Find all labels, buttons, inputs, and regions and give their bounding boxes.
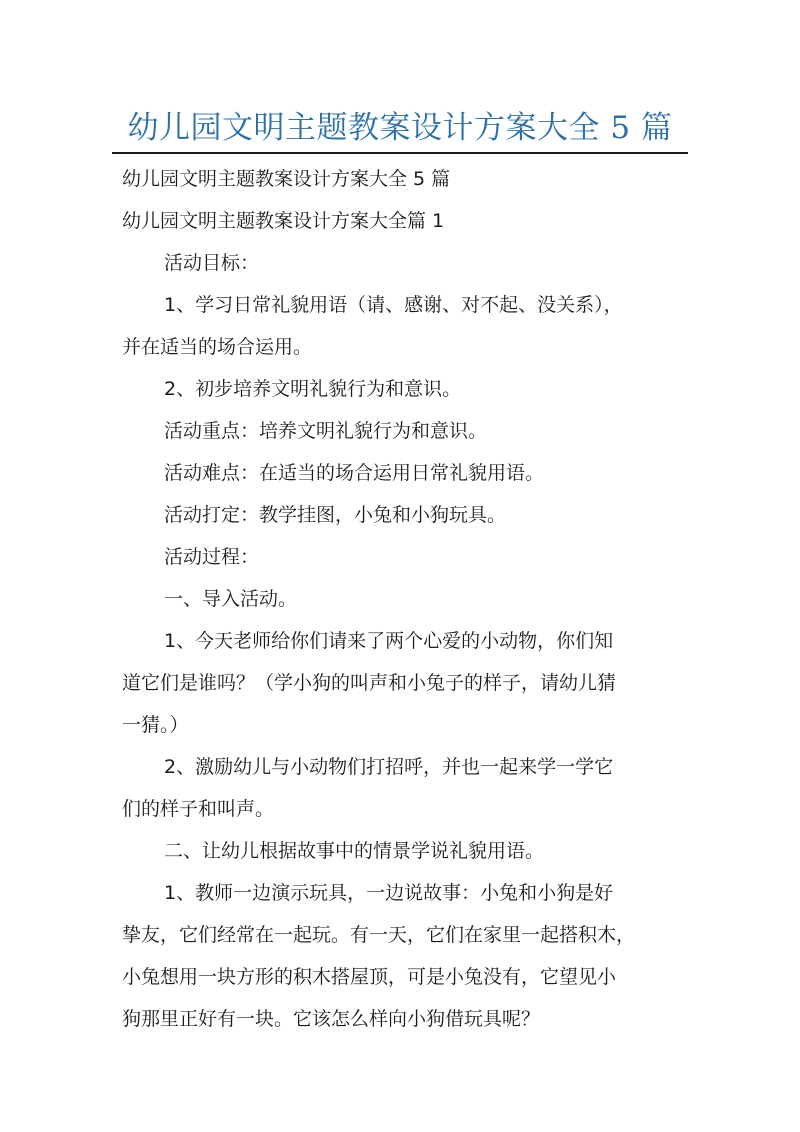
paragraph-line: 1、今天老师给你们请来了两个心爱的小动物，你们知 [164, 630, 614, 652]
paragraph-line: 一猜。） [122, 714, 189, 736]
paragraph-line: 1、教师一边演示玩具，一边说故事：小兔和小狗是好 [164, 882, 614, 904]
document-title: 幼儿园文明主题教案设计方案大全 5 篇 [127, 110, 673, 146]
paragraph-line: 一、导入活动。 [164, 588, 298, 610]
paragraph-line: 1、学习日常礼貌用语（请、感谢、对不起、没关系）， [164, 294, 623, 316]
paragraph-line: 二、让幼儿根据故事中的情景学说礼貌用语。 [164, 840, 545, 862]
paragraph-line: 2、激励幼儿与小动物们打招呼，并也一起来学一学它 [164, 756, 614, 778]
section-label: 活动目标： [164, 252, 260, 274]
paragraph-line: 活动难点：在适当的场合运用日常礼貌用语。 [164, 462, 545, 484]
paragraph-line: 2、初步培养文明礼貌行为和意识。 [164, 378, 462, 400]
paragraph-line: 狗那里正好有一块。它该怎么样向小狗借玩具呢？ [122, 1008, 541, 1030]
paragraph-line: 活动重点：培养文明礼貌行为和意识。 [164, 420, 488, 442]
paragraph-line: 们的样子和叫声。 [122, 798, 275, 820]
section-label: 活动过程： [164, 546, 260, 568]
title-divider [112, 152, 688, 154]
document-body [122, 158, 692, 1040]
paragraph-line: 活动打定：教学挂图，小兔和小狗玩具。 [164, 504, 507, 526]
subheading-line: 幼儿园文明主题教案设计方案大全篇 1 [122, 210, 445, 232]
paragraph-line: 挚友，它们经常在一起玩。有一天，它们在家里一起搭积木， [122, 924, 636, 946]
paragraph-line: 小兔想用一块方形的积木搭屋顶，可是小兔没有，它望见小 [122, 966, 617, 988]
heading-line: 幼儿园文明主题教案设计方案大全 5 篇 [122, 168, 451, 190]
paragraph-line: 并在适当的场合运用。 [122, 336, 313, 358]
paragraph-line: 道它们是谁吗？（学小狗的叫声和小兔子的样子，请幼儿猜 [122, 672, 617, 694]
